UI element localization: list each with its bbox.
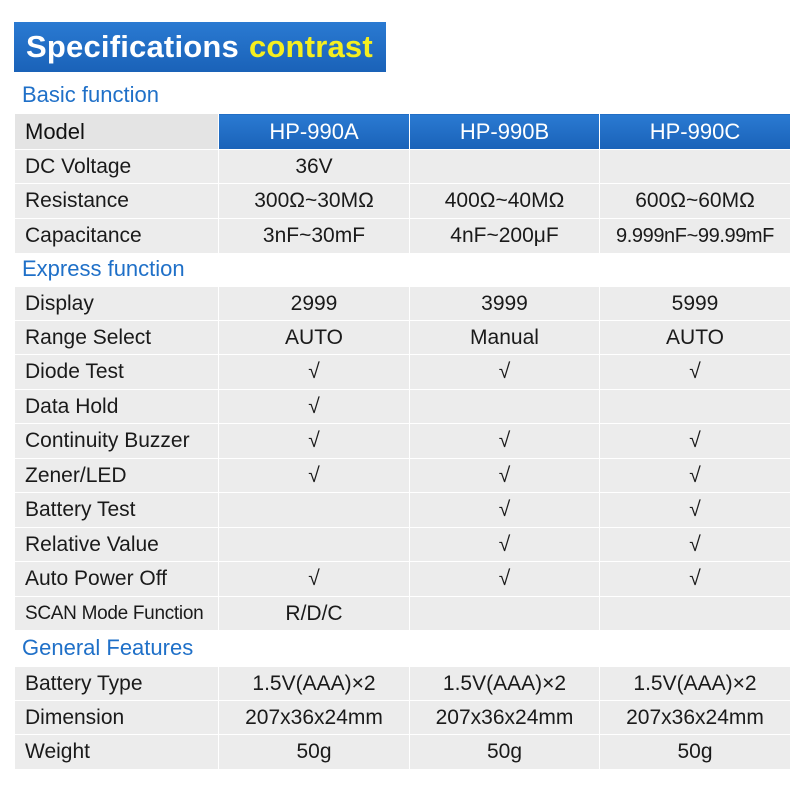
cell-value: 1.5V(AAA)×2 <box>219 667 410 701</box>
table-row <box>15 667 791 701</box>
general-features-table <box>14 666 791 770</box>
table-row <box>15 219 791 254</box>
row-label: Resistance <box>15 184 219 219</box>
row-label: DC Voltage <box>15 150 219 184</box>
table-row <box>15 150 791 184</box>
row-label: Battery Type <box>15 667 219 701</box>
check-mark: √ <box>219 390 410 424</box>
table-row <box>15 321 791 355</box>
check-mark: √ <box>219 459 410 493</box>
table-row <box>15 459 791 493</box>
check-mark <box>219 493 410 528</box>
check-mark: √ <box>410 459 600 493</box>
cell-value: 600Ω~60MΩ <box>600 184 791 219</box>
title-text: Specifications <box>26 29 239 64</box>
cell-value: R/D/C <box>219 597 410 631</box>
check-mark: √ <box>600 493 791 528</box>
cell-value: 207x36x24mm <box>219 701 410 735</box>
table-row <box>15 355 791 390</box>
cell-value: AUTO <box>600 321 791 355</box>
cell-value <box>410 597 600 631</box>
check-mark: √ <box>410 424 600 459</box>
check-mark: √ <box>600 424 791 459</box>
section-heading-express: Express function <box>22 256 185 281</box>
table-row <box>15 528 791 562</box>
model-header-row <box>15 114 791 150</box>
check-mark: √ <box>410 493 600 528</box>
row-label: Battery Test <box>15 493 219 528</box>
row-label: Weight <box>15 735 219 770</box>
check-mark <box>600 390 791 424</box>
model-header-c: HP-990C <box>600 114 791 150</box>
table-row <box>15 390 791 424</box>
check-mark: √ <box>410 528 600 562</box>
cell-value: 1.5V(AAA)×2 <box>410 667 600 701</box>
cell-value: 50g <box>600 735 791 770</box>
table-row <box>15 493 791 528</box>
express-function-table <box>14 286 791 631</box>
table-row <box>15 597 791 631</box>
cell-value: 50g <box>219 735 410 770</box>
model-header-b: HP-990B <box>410 114 600 150</box>
title-banner <box>14 22 386 72</box>
table-row <box>15 424 791 459</box>
title-highlight-text: contrast <box>248 29 373 64</box>
row-label: Dimension <box>15 701 219 735</box>
check-mark: √ <box>219 562 410 597</box>
cell-value <box>600 150 791 184</box>
check-mark: √ <box>600 562 791 597</box>
table-row <box>15 701 791 735</box>
cell-value: 207x36x24mm <box>410 701 600 735</box>
row-label: Continuity Buzzer <box>15 424 219 459</box>
row-label: Display <box>15 287 219 321</box>
cell-value: 9.999nF~99.99mF <box>600 219 791 254</box>
check-mark: √ <box>410 355 600 390</box>
cell-value: 4nF~200μF <box>410 219 600 254</box>
row-label: Auto Power Off <box>15 562 219 597</box>
table-row <box>15 562 791 597</box>
check-mark: √ <box>410 562 600 597</box>
check-mark: √ <box>219 355 410 390</box>
check-mark: √ <box>600 355 791 390</box>
model-label: Model <box>15 114 219 150</box>
basic-function-table <box>14 113 791 254</box>
cell-value: 36V <box>219 150 410 184</box>
cell-value: 2999 <box>219 287 410 321</box>
cell-value <box>600 597 791 631</box>
cell-value: 207x36x24mm <box>600 701 791 735</box>
row-label: Capacitance <box>15 219 219 254</box>
cell-value: 3999 <box>410 287 600 321</box>
cell-value: 400Ω~40MΩ <box>410 184 600 219</box>
table-row <box>15 184 791 219</box>
row-label: Range Select <box>15 321 219 355</box>
row-label: Diode Test <box>15 355 219 390</box>
row-label: Data Hold <box>15 390 219 424</box>
cell-value: 50g <box>410 735 600 770</box>
model-header-a: HP-990A <box>219 114 410 150</box>
table-row <box>15 287 791 321</box>
cell-value: 300Ω~30MΩ <box>219 184 410 219</box>
check-mark: √ <box>600 459 791 493</box>
check-mark <box>219 528 410 562</box>
section-heading-general: General Features <box>22 635 194 660</box>
check-mark <box>410 390 600 424</box>
row-label: SCAN Mode Function <box>15 597 219 631</box>
row-label: Zener/LED <box>15 459 219 493</box>
section-heading-basic: Basic function <box>22 82 159 107</box>
cell-value: 1.5V(AAA)×2 <box>600 667 791 701</box>
table-row <box>15 735 791 770</box>
cell-value: 3nF~30mF <box>219 219 410 254</box>
row-label: Relative Value <box>15 528 219 562</box>
check-mark: √ <box>219 424 410 459</box>
cell-value: AUTO <box>219 321 410 355</box>
cell-value <box>410 150 600 184</box>
check-mark: √ <box>600 528 791 562</box>
cell-value: Manual <box>410 321 600 355</box>
cell-value: 5999 <box>600 287 791 321</box>
